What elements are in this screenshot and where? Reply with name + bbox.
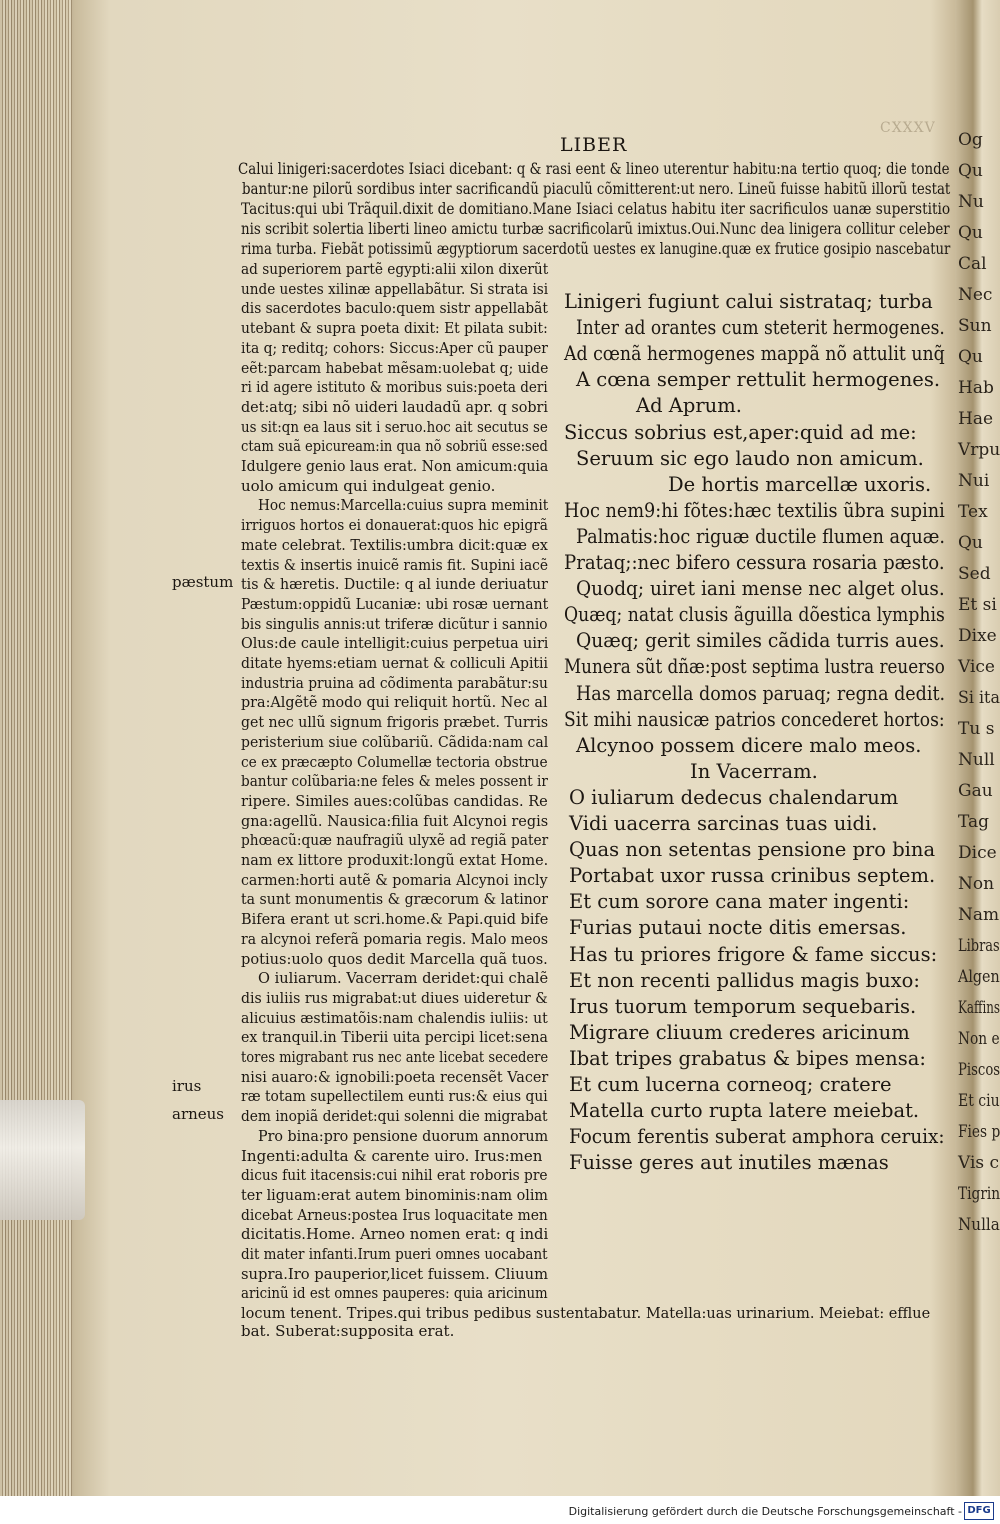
verse-title: Ad Aprum.	[636, 394, 742, 418]
commentary-line: potius:uolo quos dedit Marcella quã tuos.	[241, 949, 548, 968]
verse-line: Migrare cliuum crederes aricinum	[569, 1020, 910, 1044]
commentary-line: gna:agellũ. Nausica:filia fuit Alcynoi regis	[241, 811, 549, 830]
commentary-line: ra alcynoi referã pomaria regis. Malo meos	[241, 929, 548, 948]
commentary-line: uolo amicum qui indulgeat genio.	[241, 476, 496, 495]
bleed-fragment: Dixe	[958, 626, 997, 646]
bleed-fragment: Nam	[958, 905, 1000, 925]
verse-line: Quæq; gerit similes cãdida turris aues.	[576, 629, 945, 653]
commentary-line: eẽt:parcam habebat mẽsam:uolebat q; uide	[241, 358, 549, 377]
commentary-line: dicitatis.Home. Arneo nomen erat: q indi	[241, 1225, 549, 1244]
bleed-fragment: Piscos	[958, 1060, 1000, 1080]
bleed-fragment: Tu s	[958, 719, 995, 739]
bleed-fragment: Fies p	[958, 1122, 1000, 1142]
commentary-line: ræ totam supellectilem eunti rus:& eius qui	[241, 1087, 548, 1106]
bleed-fragment: Si ita	[958, 688, 1000, 708]
commentary-line: tis & hæretis. Ductile: q al iunde deriuatur	[241, 575, 548, 594]
verse-line: Sit mihi nausicæ patrios concederet hortos:	[564, 707, 945, 731]
bleed-fragment: Qu	[958, 223, 983, 243]
commentary-line: aricinũ id est omnes pauperes: quia aricinum	[241, 1284, 548, 1303]
commentary-line: ce ex præcæpto Columellæ tectoria obstrue	[241, 752, 548, 771]
commentary-line: ter liguam:erat autem binominis:nam olim	[241, 1185, 548, 1204]
commentary-line: ditate hyems:etiam uernat & colliculi Apitii	[241, 654, 548, 672]
commentary-line: Olus:de caule intelligit:cuius perpetua uiri	[241, 634, 549, 653]
commentary-line: get nec ullũ signum frigoris præbet. Turris	[241, 713, 549, 732]
commentary-line: Idulgere genio laus erat. Non amicum:quia	[241, 457, 549, 475]
verse-line: Et cum sorore cana mater ingenti:	[569, 890, 910, 914]
verse-line: Prataq;:nec bifero cessura rosaria pæsto.	[564, 551, 945, 574]
bleed-fragment: Libras	[958, 936, 1000, 956]
commentary-line: dem inopiã deridet:qui solenni die migrabat	[241, 1107, 548, 1126]
commentary-line: dicus fuit itacensis:cui nihil erat roboris pre	[241, 1166, 548, 1185]
margin-note-irus: irus	[172, 1077, 202, 1095]
bleed-fragment: Sun	[958, 316, 992, 336]
commentary-line: ta sunt monumentis & græcorum & latinor	[241, 890, 548, 909]
verse-line: Ad cœnã hermogenes mappã nõ attulit unq̃	[564, 342, 945, 366]
commentary-line: ex tranquil.in Tiberii uita percipi licet:sena	[241, 1028, 548, 1047]
bleed-fragment: Cal	[958, 254, 987, 274]
verse-line: Palmatis:hoc riguæ ductile flumen aquæ.	[576, 524, 945, 548]
commentary-line: ad superiorem partẽ egypti:alii xilon dixerũt	[241, 260, 549, 278]
commentary-line: Pæstum:oppidũ Lucaniæ: ubi rosæ uernant	[241, 594, 549, 613]
commentary-line: alicuius æstimatõis:nam chalendis iuliis: ut	[241, 1008, 548, 1027]
margin-note-arneus: arneus	[172, 1105, 225, 1123]
bleed-fragment: Null	[958, 750, 995, 770]
dfg-logo: DFG	[964, 1502, 994, 1520]
verse-line: Et cum lucerna corneoq; cratere	[569, 1073, 892, 1096]
bleed-fragment: Sed	[958, 564, 991, 584]
full-line: rima turba. Fiebãt potissimũ ægyptiorum sacerdotũ uestes ex lanugine.quæ ex frutice gosipio nascebatur	[241, 240, 951, 258]
commentary-line: dis sacerdotes baculo:quem sistr appellabãt	[241, 299, 548, 318]
verse-title: De hortis marcellæ uxoris.	[668, 472, 932, 496]
verse-line: Has marcella domos paruaq; regna dedit.	[576, 681, 946, 705]
commentary-line: bat. Suberat:supposita erat.	[241, 1322, 455, 1341]
full-line: Calui linigeri:sacerdotes Isiaci dicebant: q & rasi eent & lineo uterentur habitu:na tertio quoq; die tonde	[238, 160, 950, 178]
bleed-fragment: Vice	[958, 657, 995, 677]
verse-line: A cœna semper rettulit hermogenes.	[576, 368, 941, 392]
bleed-fragment: Nec	[958, 285, 993, 305]
bleed-fragment: Dice	[958, 843, 997, 863]
verse-title: In Vacerram.	[690, 759, 818, 783]
bleed-fragment: Algen	[958, 967, 1000, 987]
verse-line: Portabat uxor russa crinibus septem.	[569, 864, 936, 888]
bleed-fragment: Non	[958, 874, 995, 894]
verse-line: Et non recenti pallidus magis buxo:	[569, 968, 920, 992]
verse-line: Inter ad orantes cum steterit hermogenes.	[576, 316, 945, 340]
verse-line: Hoc nem9:hi fõtes:hæc textilis ũbra supini	[564, 498, 945, 522]
bleed-fragment: Qu	[958, 533, 983, 553]
commentary-line: nisi auaro:& ignobili:poeta recensẽt Vacer	[241, 1067, 549, 1086]
bleed-fragment: Tag	[958, 812, 990, 832]
commentary-line: carmen:horti autẽ & pomaria Alcynoi incly	[241, 870, 548, 889]
bleed-fragment: Nui	[958, 471, 990, 491]
commentary-line: ri id agere istituto & moribus suis:poeta deri	[241, 378, 548, 397]
commentary-line: supra.Iro pauperior,licet fuissem. Cliuum	[241, 1264, 549, 1283]
full-line: nis scribit solertia liberti lineo amictu turbæ sacrificolarũ imixtus.Oui.Nunc dea linigera collitur celeber	[241, 220, 950, 238]
bleed-fragment: Tigrin	[958, 1184, 1000, 1204]
bleed-fragment: Hab	[958, 378, 994, 398]
bleed-fragment: Gau	[958, 781, 993, 801]
verse-line: Quæq; natat clusis ãguilla dõestica lymphis	[564, 603, 945, 627]
verse-line: Quodq; uiret iani mense nec alget olus.	[576, 577, 945, 601]
commentary-line: Ingenti:adulta & carente uiro. Irus:men	[241, 1146, 543, 1165]
bleed-fragment: Nulla	[958, 1215, 1000, 1235]
bleed-fragment: Og	[958, 130, 983, 150]
commentary-line: bis singulis annis:ut triferæ dicũtur i sannio	[241, 614, 548, 633]
commentary-line: Bifera erant ut scri.home.& Papi.quid bife	[241, 910, 549, 929]
commentary-line: Pro bina:pro pensione duorum annorum	[258, 1126, 549, 1145]
margin-note-paestum: pæstum	[172, 573, 234, 591]
bleed-fragment: Hae	[958, 409, 994, 429]
bleed-fragment: Qu	[958, 161, 983, 181]
bleed-fragment: Et ciu	[958, 1091, 1000, 1111]
bleed-fragment: Kaffins	[958, 998, 1000, 1018]
ghost-folio: CXXXV	[880, 120, 936, 136]
verse-line: Seruum sic ego laudo non amicum.	[576, 446, 924, 470]
commentary-line: textis & insertis inuicẽ ramis fit. Supini iacẽ	[241, 555, 548, 574]
bleed-fragment: Qu	[958, 347, 983, 367]
commentary-line: ita q; reditq; cohors: Siccus:Aper cũ pauper	[241, 338, 548, 357]
verse-line: Vidi uacerra sarcinas tuas uidi.	[569, 812, 878, 835]
commentary-line: pra:Algẽtẽ modo qui reliquit hortũ. Nec al	[241, 693, 548, 712]
verse-line: Matella curto rupta latere meiebat.	[569, 1099, 920, 1123]
commentary-line: phœacũ:quæ naufragiũ ulyxẽ ad regiã pater	[241, 831, 549, 850]
commentary-line: ctam suã epicuream:in qua nõ sobriũ esse:sed	[241, 437, 548, 456]
verse-line: Alcynoo possem dicere malo meos.	[576, 733, 922, 757]
commentary-line: unde uestes xilinæ appellabãtur. Si strata isi	[241, 279, 549, 298]
commentary-line: tores migrabant rus nec ante licebat secedere	[241, 1048, 549, 1066]
commentary-line: nam ex littore produxit:longũ extat Home.	[241, 851, 549, 869]
commentary-line: industria pruina ad cõdimenta parabãtur:su	[241, 673, 548, 692]
commentary-line: dis iuliis rus migrabat:ut diues uideretur &	[241, 988, 548, 1007]
commentary-line: utebant & supra poeta dixit: Et pilata subit:	[241, 319, 548, 338]
verse-line: Quas non setentas pensione pro bina	[569, 838, 936, 862]
commentary-line: bantur colũbaria:ne feles & meles possent ir	[241, 772, 548, 791]
bleed-fragment: Vis c	[958, 1153, 1000, 1173]
verse-line: Ibat tripes grabatus & bipes mensa:	[569, 1046, 926, 1070]
bleed-fragment: Non e	[958, 1029, 1000, 1049]
verse-line: Irus tuorum temporum sequebaris.	[569, 994, 917, 1018]
verse-line: Focum ferentis suberat amphora ceruix:	[569, 1125, 945, 1149]
commentary-line: Hoc nemus:Marcella:cuius supra meminit	[258, 496, 549, 515]
full-line: bantur:ne pilorũ sordibus inter sacrificandũ piaculũ cõmitterent:ut nero. Lineũ fuisse habitũ illorũ testat	[242, 180, 951, 198]
verse-line: Siccus sobrius est,aper:quid ad me:	[564, 420, 917, 444]
verse-line: Has tu priores frigore & fame siccus:	[569, 942, 938, 966]
running-head: LIBER	[560, 134, 628, 156]
bleed-fragment: Vrpu	[958, 440, 1000, 460]
bleed-fragment: Tex	[958, 502, 988, 522]
verse-line: Fuisse geres aut inutiles mænas	[569, 1151, 889, 1175]
verse-line: Furias putaui nocte ditis emersas.	[569, 916, 907, 940]
full-line: Tacitus:qui ubi Trãquil.dixit de domitiano.Mane Isiaci celatus habitu iter sacrificulos uanæ superstitio	[241, 200, 951, 218]
footer-credit: Digitalisierung gefördert durch die Deutsche Forschungsgemeinschaft -	[568, 1505, 962, 1518]
bleed-fragment: Et si	[958, 595, 997, 615]
commentary-line: dit mater infanti.Irum pueri omnes uocabant	[241, 1245, 548, 1263]
commentary-line: irriguos hortos ei donauerat:quos hic epigrã	[241, 516, 548, 535]
page-tab-marker	[0, 1100, 85, 1220]
commentary-line: dicebat Arneus:postea Irus loquacitate men	[241, 1205, 548, 1224]
verse-line: O iuliarum dedecus chalendarum	[569, 785, 899, 809]
commentary-line: mate celebrat. Textilis:umbra dicit:quæ ex	[241, 535, 548, 554]
commentary-line: locum tenent. Tripes.qui tribus pedibus sustentabatur. Matella:uas urinarium. Meiebat: efflue	[241, 1304, 931, 1323]
commentary-line: det:atq; sibi nõ uideri laudadũ apr. q sobri	[241, 397, 548, 416]
bleed-fragment: Nu	[958, 192, 984, 212]
verse-line: Linigeri fugiunt calui sistrataq; turba	[564, 290, 933, 313]
page-fore-edge	[0, 0, 72, 1496]
commentary-line: O iuliarum. Vacerram deridet:qui chalẽ	[258, 969, 549, 988]
verse-line: Munera sũt dñæ:post septima lustra reuerso	[564, 655, 945, 679]
commentary-line: peristerium siue colũbariũ. Cãdida:nam cal	[241, 732, 549, 751]
commentary-line: ripere. Similes aues:colũbas candidas. Re	[241, 791, 548, 810]
commentary-line: us sit:qn ea laus sit i seruo.hoc ait secutus se	[241, 417, 548, 436]
